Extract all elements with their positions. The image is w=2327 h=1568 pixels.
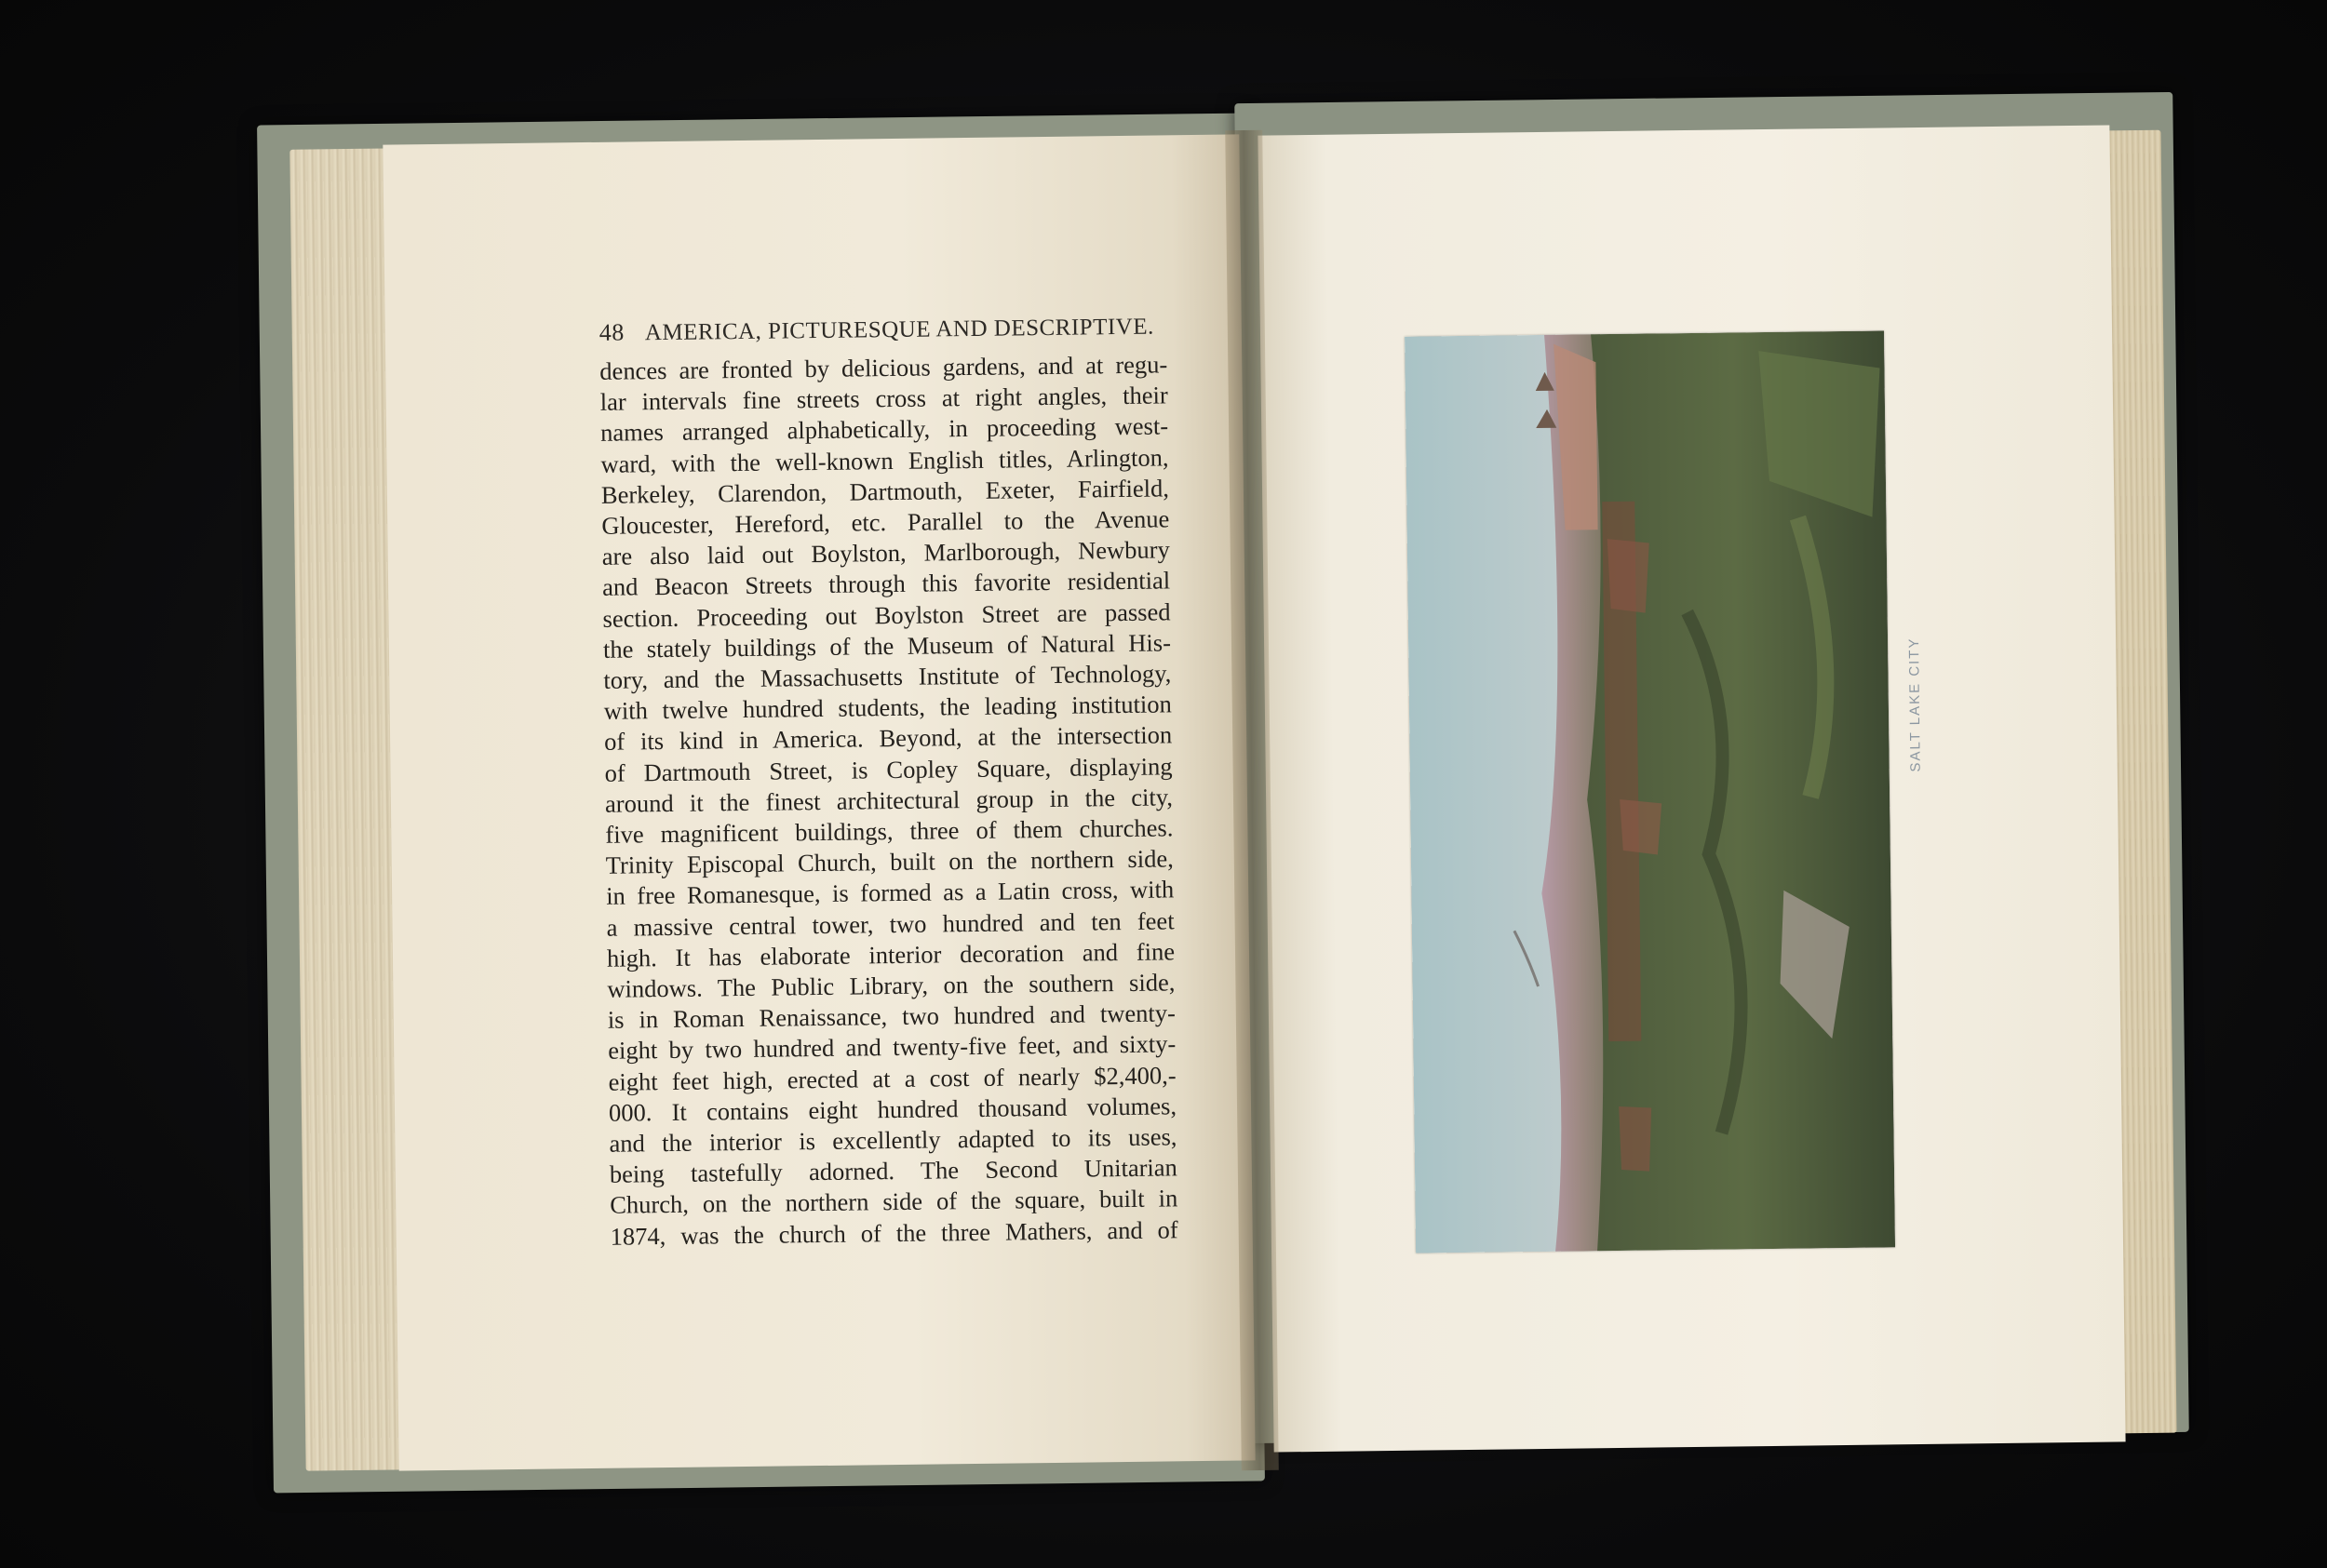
text-line: high. It has elaborate interior decoration and fine: [606, 937, 1176, 972]
text-line: the stately buildings of the Museum of Natural His-: [602, 628, 1172, 663]
text-line: Berkeley, Clarendon, Dartmouth, Exeter, Fairfield,: [600, 474, 1170, 509]
text-line: are also laid out Boylston, Marlborough, Newbury: [601, 535, 1170, 571]
text-line: eight feet high, erected at a cost of nearly $2,400,-: [608, 1061, 1177, 1096]
salt-lake-city-photo: [1405, 330, 1895, 1253]
text-line: with twelve hundred students, the leading institution: [603, 690, 1172, 726]
text-line: in free Romanesque, is formed as a Latin cross, with: [606, 875, 1175, 911]
text-block: [599, 312, 1178, 1252]
text-line: and Beacon Streets through this favorite residential: [601, 566, 1171, 602]
text-line: of Dartmouth Street, is Copley Square, displaying: [604, 752, 1173, 787]
text-line: lar intervals fine streets cross at right angles, their: [599, 381, 1168, 417]
text-line: five magnificent buildings, three of them churches.: [605, 813, 1174, 849]
plate-caption: SALT LAKE CITY: [1906, 637, 1924, 772]
text-line: names arranged alphabetically, in proceeding west-: [599, 411, 1169, 448]
text-line: eight by two hundred and twenty-five feet, and sixty-: [608, 1029, 1177, 1065]
text-line: Trinity Episcopal Church, built on the northern side,: [605, 844, 1174, 880]
left-page: [383, 134, 1255, 1470]
page-number: 48: [599, 318, 625, 346]
text-line: 1874, was the church of the three Mathers, and of: [610, 1215, 1178, 1251]
running-header: [599, 312, 1167, 346]
text-line: 000. It contains eight hundred thousand volumes,: [608, 1092, 1177, 1127]
running-head-title: AMERICA, PICTURESQUE AND DESCRIPTIVE.: [644, 314, 1154, 346]
body-text: [599, 349, 1178, 1252]
text-line: around it the finest architectural group in the city,: [604, 783, 1174, 818]
text-line: tory, and the Massachusetts Institute of Technology,: [603, 659, 1172, 694]
text-line: section. Proceeding out Boylston Street are passed: [602, 596, 1171, 633]
text-line: being tastefully adorned. The Second Unitarian: [609, 1153, 1178, 1189]
text-line: dences are fronted by delicious gardens, and at regu-: [599, 350, 1168, 385]
text-line: ward, with the well-known English titles, Arlington,: [600, 442, 1169, 478]
text-line: is in Roman Renaissance, two hundred and twenty-: [607, 998, 1176, 1035]
text-line: a massive central tower, two hundred and ten feet: [606, 906, 1175, 942]
text-line: Church, on the northern side of the square, built in: [610, 1184, 1178, 1220]
text-line: of its kind in America. Beyond, at the intersection: [604, 720, 1173, 757]
text-line: Gloucester, Hereford, etc. Parallel to the Avenue: [601, 504, 1170, 540]
text-line: and the interior is excellently adapted to its uses,: [609, 1122, 1177, 1158]
right-page: [1258, 125, 2125, 1452]
text-line: windows. The Public Library, on the southern side,: [607, 968, 1176, 1003]
plate-illustration: [1405, 330, 1895, 1253]
